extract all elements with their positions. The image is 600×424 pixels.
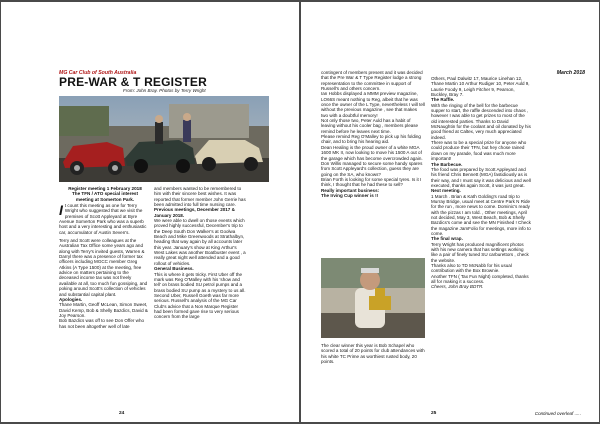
section-heading: The final wrap. [431,236,463,242]
paragraph: Bob Bazdics was off to see Don Offer who has not been altogether well of late [59,318,145,329]
paragraph: Terry Wright has produced magnificent photos with his new camera that has settings working like a pair of finely tuned SU carburettors , check the website. [431,241,529,263]
right-column-2 [431,76,531,290]
photo-caption: Register meeting 1 February 2018 The TFN / ATO special interest meeting at Somerton Park. [68,186,142,202]
page-title: PRE-WAR & T REGISTER [59,75,208,89]
paragraph: This is where it gets tricky. First Uber off the mark was Reg O'Malley with his 'show and tell' on brass bodied SU petrol pumps and a brass bodied SU pump as a mystery to us all. [154,271,246,293]
right-page [301,2,599,422]
section-heading: Apologies. [59,296,83,302]
left-column-1 [59,203,149,329]
left-page [1,2,299,422]
club-name: MG Car Club of South Australia [59,70,137,76]
section-heading: Next meeting. [431,188,461,194]
paragraph: Dean Healing is the proud owner of a white MGA 1600 MK II, now looking to move his 1500 A out of the garage which has become overcrowded again. [321,144,423,161]
paragraph: Ian Hobbs displayed a MMM preview magazine, LO66S meant nothing to Reg, albeit that he was once the owner of the L Type, nevertheless I will tell without the previous magazine , see that makes two with a doubtful memory! [321,91,425,118]
section-heading: The Irving Cup winner is !! [321,192,379,198]
right-column-1 [321,70,425,198]
paragraph: Please remind Reg O'Malley to pick up his folding chair, and to bring his hearing aid. [321,134,421,145]
paragraph: Not only those two, Peter Auld has a habit of leaving without his cooler bag , members please remind before he leaves next time. [321,118,419,134]
section-heading: The Barbecue. [431,161,463,167]
page-number: 25 [431,411,437,416]
issue-date: March 2018 [556,70,585,76]
paragraph: Thane Martin, Geoff McLean, Simon Sweet, David Kemp, Bob & Shelly Bazdics, David & Joy Pearson. [59,302,148,318]
paragraph: Another TFN ( Tax Fun Night) completed, thanks all for making it a success. [431,273,529,285]
winner-caption: The clear winner this year is Bob Schapel who scored a total of 20 points for club attendances with his white TC Prime as worthiest rusted body, 20 points. [321,343,425,365]
section-heading: The Raffle. [431,97,455,103]
paragraph: We were able to dwell on those events which proved highly successful, December's trip to the Deep South Don Walker's at Goolwa Beach and Mike Greenwoods at Strathalbyn, heading that way again by all accounts later this year. January's show at King Arthur's West Lakes was another Boatbuster event , a really great night well attended and a good rollout of vehicles. [154,218,246,266]
paragraph: Second Uber, Russell Goeth was far more serious. Russell's analysis of the MG Car Club's advice that a Non Marque Register had been formed gave rise to very serious concern from the large [154,292,239,320]
left-column-2 [154,186,246,320]
byline: From: John Bray. Photos by Terry Wright [123,88,206,93]
paragraph: contingent of members present and it was decided that the Pre War & T Type Register lodge a strong representation to the committee in support of Russell's and others concern. [321,70,423,92]
cars-photo [59,96,269,182]
winner-photo [321,258,425,338]
section-heading: Really important business: [321,187,380,193]
paragraph: With the ringing of the bell for the barbecue supper to start, the raffle descended into chaos , however I was able to get prizes to most of the old interested parties. Thanks to David McNaughtin for the coolant and oil donated by his good friend at Caltex, very much appreciated indeed. [431,102,531,140]
continued-note: Continued overleaf ..... [534,411,581,416]
intro-paragraph: It count this meeting as one for Terry Wright who suggested that we visit the premises of Scott Appleyard at Byre Avenue Somerton Park who was a superb host and a very interesting and enthusiastic car, accumulator of Austin Seven's. [59,202,147,235]
paragraph: and members wanted to be remembered to him with their sincere best wishes. It was reported that former member John Gerrie has been admitted into full time nursing care. [154,186,246,208]
paragraph: Others, Paul Dalwitz 17, Maurice Linehan 12, Thane Martin 10 Arthur Rudiger 10, Peter Auld 9, Laurie Foody 9, Leigh Fitcher 9, Pearson, Buckley, Bray 7. [431,76,530,98]
paragraph: 1 March . Brian & Kath Golding's road trip to Murray Bridge, usual meet at Centre Park N Ride for the run , more news to come. Dominic's ready with the pizzas I am told. , Other meetings, April not decided, May 3, West Beach, Bob & Shelly Bazdics's come and see the MN Finished ! Check the magazine JamFolio for meetings, more info to come. [431,193,531,236]
section-heading: Previous meetings, December 2017 & January 2018. [154,207,235,218]
signoff: Cheers, John Bray BDTR. [431,284,484,290]
paragraph: There was to be a special prize for anyone who could produce their TFN, but hey chose rained down on my parade, food was much more important! [431,140,527,162]
page-number: 24 [119,411,125,416]
paragraph: Terry and Scott were colleagues at the Australian Tax Office some years ago and along with Terry's invited guests, Warren & Darryl there was a presence of former tax officers including MGCC member Greg Atkins (A Type 1500) at the meeting, free advice on matters pertaining to the deceased income tax was not freely available at all, too much fun gossiping, and poking around Scott's collection of vehicles and substantial capital plant. [59,238,148,297]
paragraph: Don Willis managed to secure some handy spares from Scott Appleyard's collection, guess they are going on the SA, who knows? [321,160,423,177]
paragraph: Brian Forth is looking for some special tyres. Is it I think, I thought that he had these to sell? [321,176,422,188]
section-heading: General Business. [154,266,194,272]
paragraph: The food was prepared by Scott Appleyard and his friend Chris Bennett (MGA) fastidiously as is their way, and I must say it was delicious and well executed, thanks again Scott, it was just great. [431,166,531,188]
paragraph: Thanks also to TD McNabb for his usual contribution with the Box Brownie. [431,263,512,274]
